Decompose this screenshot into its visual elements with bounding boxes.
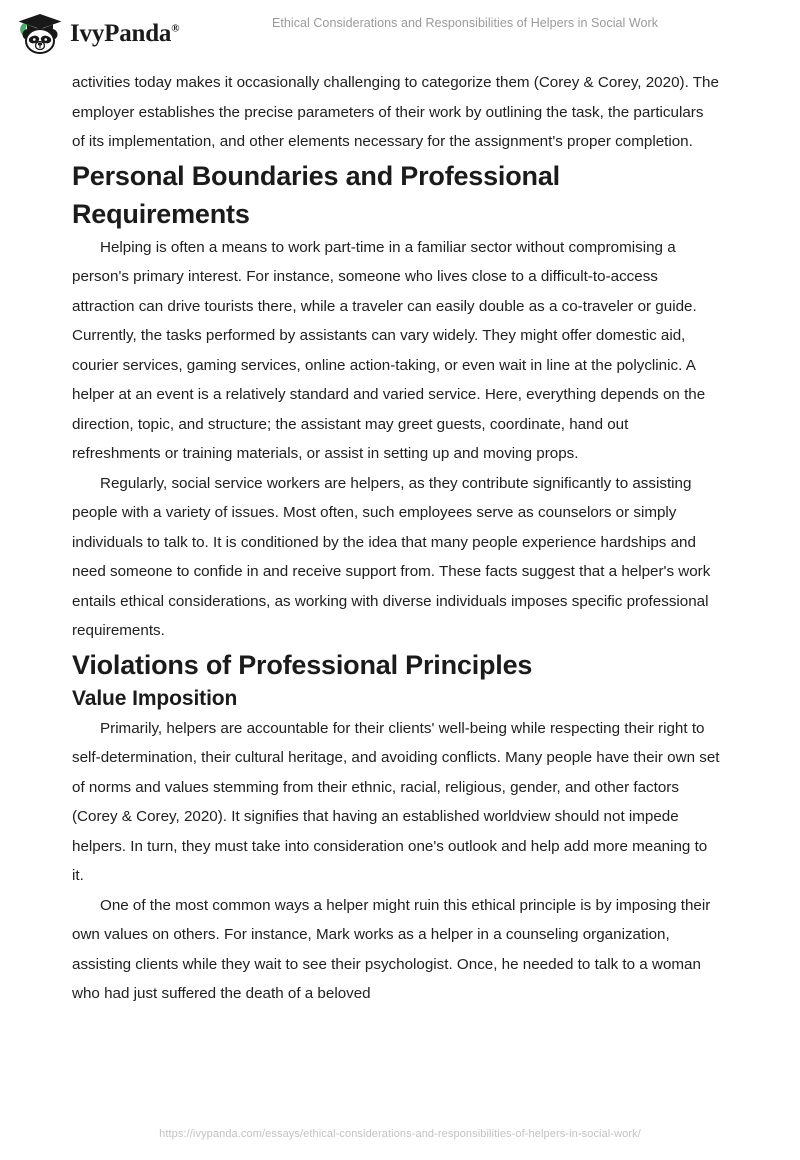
paragraph: Primarily, helpers are accountable for their clients' well-being while respecting their right to self-determination, their cultural heritage, and avoiding conflicts. Many people have their own set of norms and values stemming from their ethnic, racial, religious, gender, and other factors (Corey & Corey, 2020). It signifies that having an established worldview should not impede helpers. In turn, they must take into consideration one's outlook and help add more meaning to it. xyxy=(72,719,720,884)
paragraph: activities today makes it occasionally challenging to categorize them (Corey & Corey, 2020). The employer establishes the precise parameters of their work by outlining the task, the particulars of its implementation, and other elements necessary for the assignment's proper completion. xyxy=(72,74,719,150)
page-footer xyxy=(0,1124,800,1142)
source-url-link[interactable]: https://ivypanda.com/essays/ethical-considerations-and-responsibilities-of-helpers-in-social-work/ xyxy=(159,1128,641,1140)
registered-trademark-icon: ® xyxy=(171,22,180,35)
document-header-title: Ethical Considerations and Responsibilities of Helpers in Social Work xyxy=(271,16,659,30)
paragraph: Helping is often a means to work part-time in a familiar sector without compromising a person's primary interest. For instance, someone who lives close to a difficult-to-access attraction can drive tourists there, while a traveler can easily double as a co-traveler or guide. Currently, the tasks performed by assistants can vary widely. They might offer domestic aid, courier services, gaming services, online action-taking, or even wait in line at the polyclinic. A helper at an event is a relatively standard and varied service. Here, everything depends on the direction, topic, and structure; the assistant may greet guests, coordinate, hand out refreshments or training materials, or assist in setting up and moving props. xyxy=(72,238,706,462)
brand-name: IvyPanda® xyxy=(70,19,180,47)
subsection-heading-value-imposition: Value Imposition xyxy=(72,686,238,710)
section-heading-personal-boundaries: Personal Boundaries and Professional Requirements xyxy=(72,160,560,229)
document-body xyxy=(72,68,720,1009)
paragraph: Regularly, social service workers are helpers, as they contribute significantly to assisting people with a variety of issues. Most often, such employees serve as counselors or simply individuals to talk to. It is conditioned by the idea that many people experience hardships and need someone to confide in and receive support from. These facts suggest that a helper's work entails ethical considerations, as working with diverse individuals imposes specific professional requirements. xyxy=(72,474,711,639)
section-heading-violations-of-professional-principles: Violations of Professional Principles xyxy=(72,649,533,680)
paragraph: One of the most common ways a helper might ruin this ethical principle is by imposing their own values on others. For instance, Mark works as a helper in a counseling organization, assisting clients while they wait to see their psychologist. Once, he needed to talk to a woman who had just suffered the death of a beloved xyxy=(72,896,711,1002)
page-header xyxy=(0,0,800,62)
